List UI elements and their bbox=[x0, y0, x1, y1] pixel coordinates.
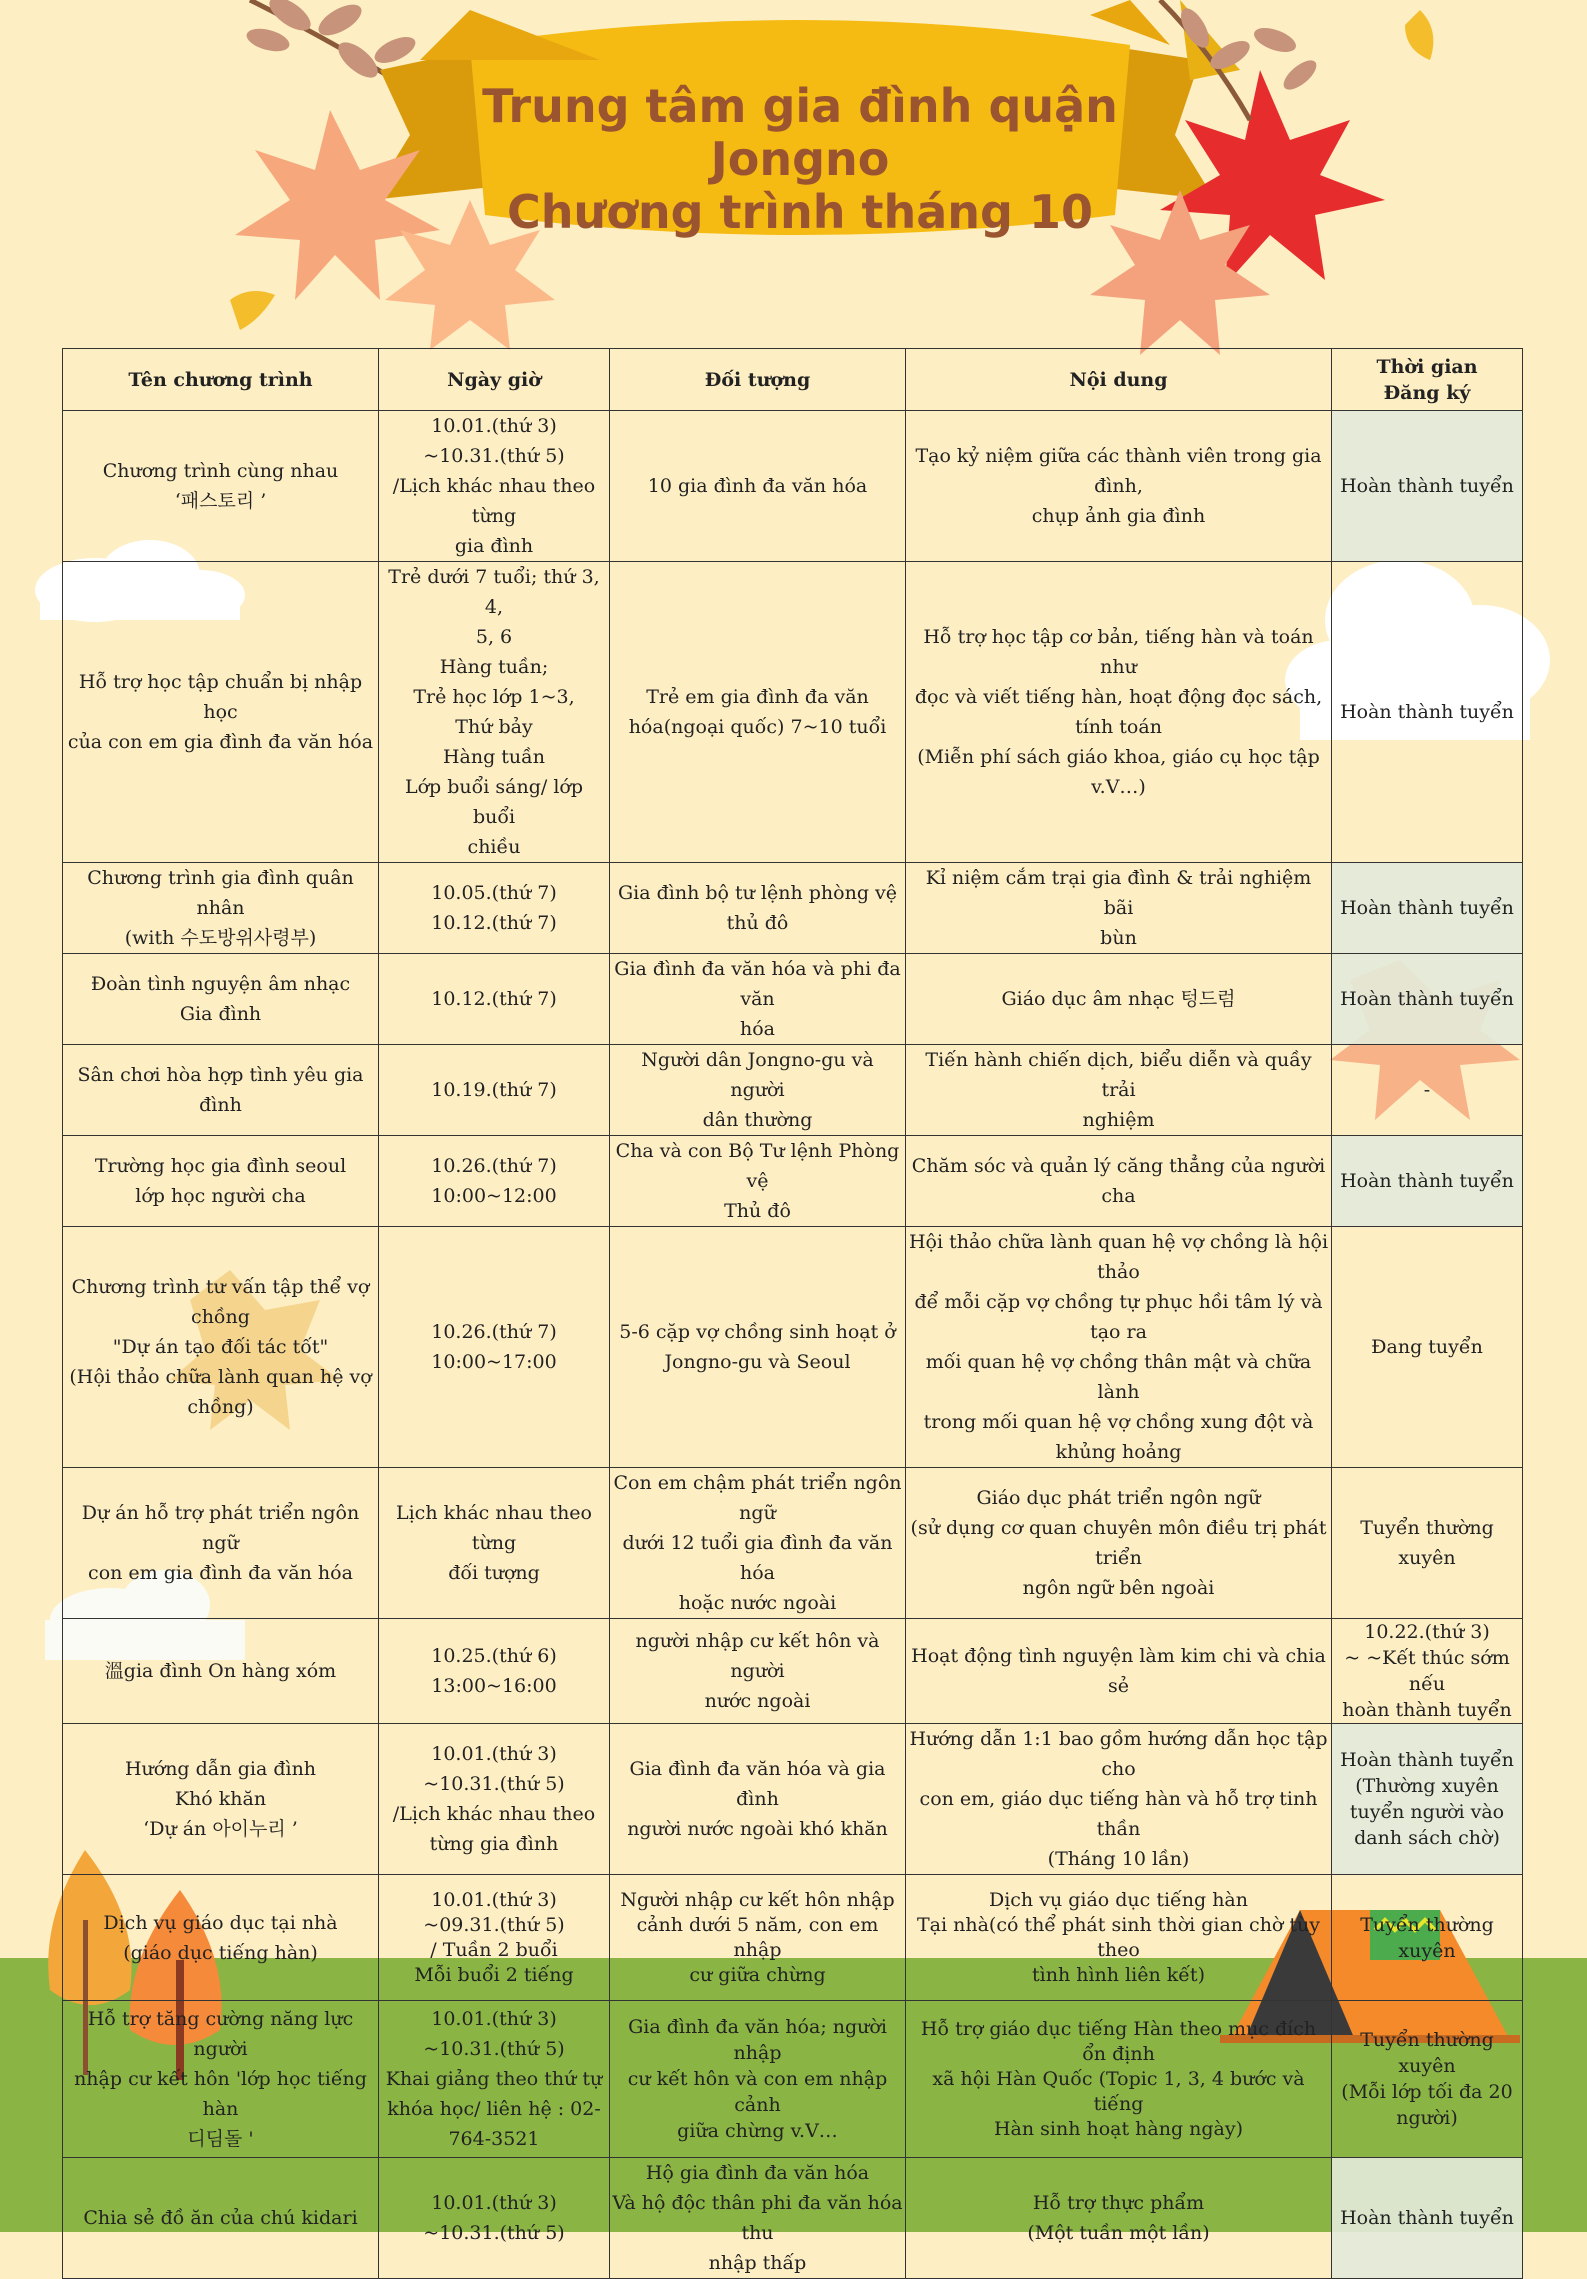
status-cell bbox=[1332, 2001, 1523, 2158]
cell-line: Mỗi buổi 2 tiếng bbox=[414, 1963, 574, 1986]
cell-line: Jongno-gu và Seoul bbox=[664, 1351, 851, 1373]
cell-line: Hướng dẫn gia đình bbox=[124, 1758, 317, 1780]
cell-line: Đang tuyển bbox=[1371, 1336, 1483, 1358]
cell-line: Tuyển thường bbox=[1360, 1913, 1494, 1936]
cell-line: người) bbox=[1396, 2107, 1458, 2129]
cell-line: Hộ gia đình đa văn hóa bbox=[645, 2162, 870, 2184]
cell-line: 764-3521 bbox=[448, 2128, 540, 2150]
cell-line: đọc và viết tiếng hàn, hoạt động đọc sách, bbox=[914, 686, 1323, 708]
table-row bbox=[63, 1875, 1523, 2001]
cell-line: hoặc nước ngoài bbox=[678, 1592, 837, 1614]
cell-line: Trẻ em gia đình đa văn bbox=[646, 686, 869, 708]
cell-line: Tên chương trình bbox=[128, 368, 313, 391]
cell-line: Dịch vụ giáo dục tiếng hàn bbox=[988, 1888, 1248, 1911]
program-name-cell bbox=[63, 954, 379, 1045]
cell-line: ~10.31.(thứ 5) bbox=[423, 1773, 565, 1795]
cell-line: Tuyển thường xuyên bbox=[1360, 1517, 1494, 1569]
cell-line: Gia đình đa văn hóa; người nhập bbox=[628, 2016, 887, 2064]
cell-line: ‘Dự án 아이누리 ’ bbox=[143, 1818, 298, 1840]
datetime-cell bbox=[379, 1227, 610, 1468]
program-schedule-table bbox=[62, 348, 1523, 2279]
cell-line: 10.25.(thứ 6) bbox=[431, 1645, 557, 1667]
cell-line: (sử dụng cơ quan chuyên môn điều trị phát triển bbox=[910, 1517, 1327, 1569]
program-name-cell bbox=[63, 863, 379, 954]
cell-line: khủng hoảng bbox=[1055, 1441, 1182, 1463]
cell-line: Hoàn thành tuyển bbox=[1340, 988, 1514, 1010]
cell-line: 10.26.(thứ 7) bbox=[431, 1321, 557, 1343]
cell-line: Ngày giờ bbox=[447, 368, 541, 391]
content-cell bbox=[906, 1468, 1332, 1619]
cell-line: cảnh dưới 5 năm, con em nhập bbox=[636, 1913, 879, 1961]
cell-line: cư giữa chừng bbox=[689, 1963, 826, 1986]
content-cell bbox=[906, 2001, 1332, 2158]
cell-line: Nội dung bbox=[1069, 368, 1168, 391]
table-row bbox=[63, 1045, 1523, 1136]
content-cell bbox=[906, 2158, 1332, 2279]
cell-line: khóa học/ liên hệ : 02- bbox=[387, 2098, 601, 2120]
table-row bbox=[63, 2001, 1523, 2158]
cell-line: Hoàn thành tuyển bbox=[1340, 701, 1514, 723]
status-cell bbox=[1332, 954, 1523, 1045]
cell-line: Trẻ học lớp 1~3, bbox=[413, 686, 575, 708]
cell-line: hóa bbox=[739, 1018, 775, 1040]
cell-line: Dịch vụ giáo dục tại nhà bbox=[103, 1911, 338, 1934]
cell-line: ~09.31.(thứ 5) bbox=[423, 1913, 565, 1936]
cell-line: cư kết hôn và con em nhập cảnh bbox=[627, 2068, 888, 2116]
cell-line: Trẻ dưới 7 tuổi; thứ 3, 4, bbox=[388, 566, 600, 618]
target-cell bbox=[610, 1045, 906, 1136]
cell-line: 10.12.(thứ 7) bbox=[431, 912, 557, 934]
datetime-cell bbox=[379, 562, 610, 863]
cell-line: Đăng ký bbox=[1383, 381, 1471, 404]
datetime-cell bbox=[379, 863, 610, 954]
cell-line: / Tuần 2 buổi bbox=[430, 1938, 558, 1961]
title-line-2: Jongno bbox=[710, 132, 890, 186]
table-row bbox=[63, 863, 1523, 954]
target-cell bbox=[610, 562, 906, 863]
cell-line: 5-6 cặp vợ chồng sinh hoạt ở bbox=[619, 1321, 896, 1343]
cell-line: Hướng dẫn 1:1 bao gồm hướng dẫn học tập cho bbox=[909, 1728, 1328, 1780]
cell-line: danh sách chờ) bbox=[1354, 1827, 1500, 1849]
table-row bbox=[63, 1136, 1523, 1227]
content-cell bbox=[906, 562, 1332, 863]
cell-line: nước ngoài bbox=[704, 1690, 811, 1712]
content-cell bbox=[906, 1227, 1332, 1468]
cell-line: hóa(ngoại quốc) 7~10 tuổi bbox=[628, 716, 887, 738]
table-row bbox=[63, 1724, 1523, 1875]
cell-line: 10.22.(thứ 3) bbox=[1364, 1621, 1490, 1643]
cell-line: ngôn ngữ bên ngoài bbox=[1022, 1577, 1215, 1599]
cell-line: bùn bbox=[1100, 927, 1137, 949]
program-name-cell bbox=[63, 562, 379, 863]
cell-line: v.V…) bbox=[1091, 776, 1146, 798]
program-name-cell bbox=[63, 1468, 379, 1619]
cell-line: Thủ đô bbox=[724, 1200, 791, 1222]
cell-line: Chăm sóc và quản lý căng thẳng của người cha bbox=[911, 1155, 1326, 1207]
cell-line: đối tượng bbox=[448, 1562, 540, 1584]
datetime-cell bbox=[379, 1619, 610, 1724]
target-cell bbox=[610, 1724, 906, 1875]
cell-line: Gia đình đa văn hóa và gia đình bbox=[629, 1758, 886, 1810]
status-cell bbox=[1332, 1724, 1523, 1875]
cell-line: ~10.31.(thứ 5) bbox=[423, 445, 565, 467]
page-title bbox=[480, 80, 1120, 239]
cell-line: gia đình bbox=[454, 535, 534, 557]
cell-line: giữa chừng v.V… bbox=[677, 2120, 838, 2142]
status-cell bbox=[1332, 1468, 1523, 1619]
target-cell bbox=[610, 1619, 906, 1724]
cell-line: Hỗ trợ học tập chuẩn bị nhập học bbox=[78, 671, 363, 723]
cell-line: Tiến hành chiến dịch, biểu diễn và quầy trải bbox=[925, 1049, 1312, 1101]
table-row bbox=[63, 2158, 1523, 2279]
cell-line: Hàng tuần; bbox=[439, 656, 549, 678]
header-content bbox=[906, 349, 1332, 411]
cell-line: Khó khăn bbox=[174, 1788, 267, 1810]
cell-line: người nhập cư kết hôn và người bbox=[635, 1630, 880, 1682]
table-row bbox=[63, 1227, 1523, 1468]
cell-line: nhập thấp bbox=[708, 2252, 807, 2274]
program-name-cell bbox=[63, 1045, 379, 1136]
cell-line: 溫gia đình On hàng xóm bbox=[104, 1660, 337, 1682]
cell-line: (Thường xuyên bbox=[1355, 1775, 1499, 1797]
cell-line: Hoàn thành tuyển bbox=[1340, 1170, 1514, 1192]
cell-line: Giáo dục âm nhạc 텅드럼 bbox=[1001, 988, 1236, 1010]
cell-line: Hỗ trợ thực phẩm bbox=[1032, 2192, 1205, 2214]
cell-line: (Miễn phí sách giáo khoa, giáo cụ học tập bbox=[917, 746, 1320, 768]
target-cell bbox=[610, 2158, 906, 2279]
table-row bbox=[63, 411, 1523, 562]
cell-line: mối quan hệ vợ chồng thân mật và chữa lành bbox=[925, 1351, 1312, 1403]
cell-line: /Lịch khác nhau theo từng bbox=[392, 475, 596, 527]
cell-line: (Tháng 10 lần) bbox=[1047, 1848, 1190, 1870]
cell-line: Hàng tuần bbox=[442, 746, 546, 768]
cell-line: Hỗ trợ tăng cường năng lực người bbox=[87, 2008, 354, 2060]
table-row bbox=[63, 1619, 1523, 1724]
cell-line: con em, giáo dục tiếng hàn và hỗ trợ tinh thần bbox=[919, 1788, 1318, 1840]
status-cell bbox=[1332, 863, 1523, 954]
cell-line: 10.01.(thứ 3) bbox=[431, 415, 557, 437]
datetime-cell bbox=[379, 1875, 610, 2001]
cell-line: ~ ~Kết thúc sớm nếu bbox=[1344, 1647, 1510, 1695]
table-row bbox=[63, 562, 1523, 863]
cell-line: Chương trình gia đình quân nhân bbox=[87, 867, 354, 919]
cell-line: Gia đình đa văn hóa và phi đa văn bbox=[614, 958, 901, 1010]
content-cell bbox=[906, 863, 1332, 954]
cell-line: của con em gia đình đa văn hóa bbox=[67, 731, 374, 753]
target-cell bbox=[610, 2001, 906, 2158]
cell-line: ‘패스토리 ’ bbox=[174, 490, 267, 512]
cell-line: Đoàn tình nguyện âm nhạc bbox=[90, 973, 351, 995]
status-cell bbox=[1332, 1619, 1523, 1724]
cell-line: tình hình liên kết) bbox=[1032, 1963, 1205, 1986]
cell-line: Hỗ trợ học tập cơ bản, tiếng hàn và toán như bbox=[923, 626, 1314, 678]
datetime-cell bbox=[379, 411, 610, 562]
cell-line: Gia đình bbox=[179, 1003, 262, 1025]
cell-line: 10.12.(thứ 7) bbox=[431, 988, 557, 1010]
content-cell bbox=[906, 1136, 1332, 1227]
content-cell bbox=[906, 1619, 1332, 1724]
status-cell bbox=[1332, 1227, 1523, 1468]
cell-line: 13:00~16:00 bbox=[431, 1675, 557, 1697]
datetime-cell bbox=[379, 1724, 610, 1875]
cell-line: dưới 12 tuổi gia đình đa văn hóa bbox=[622, 1532, 893, 1584]
cell-line: Thứ bảy bbox=[455, 716, 533, 738]
cell-line: trong mối quan hệ vợ chồng xung đột và bbox=[923, 1411, 1314, 1433]
cell-line: 10:00~17:00 bbox=[431, 1351, 557, 1373]
cell-line: 5, 6 bbox=[475, 626, 513, 648]
cell-line: 10.05.(thứ 7) bbox=[431, 882, 557, 904]
cell-line: Sân chơi hòa hợp tình yêu gia đình bbox=[77, 1064, 364, 1116]
cell-line: chồng) bbox=[187, 1396, 254, 1418]
cell-line: "Dự án tạo đối tác tốt" bbox=[112, 1336, 329, 1358]
cell-line: Chia sẻ đồ ăn của chú kidari bbox=[83, 2207, 358, 2229]
content-cell bbox=[906, 1875, 1332, 2001]
cell-line: dân thường bbox=[702, 1109, 813, 1131]
target-cell bbox=[610, 1875, 906, 2001]
program-name-cell bbox=[63, 2001, 379, 2158]
status-cell bbox=[1332, 2158, 1523, 2279]
cell-line: 디딤돌 ' bbox=[187, 2128, 254, 2150]
cell-line: xã hội Hàn Quốc (Topic 1, 3, 4 bước và tiếng bbox=[932, 2067, 1305, 2115]
cell-line: nghiệm bbox=[1082, 1109, 1155, 1131]
title-line-1: Trung tâm gia đình quận bbox=[482, 79, 1118, 133]
cell-line: con em gia đình đa văn hóa bbox=[88, 1562, 353, 1584]
datetime-cell bbox=[379, 954, 610, 1045]
program-name-cell bbox=[63, 1136, 379, 1227]
program-name-cell bbox=[63, 1619, 379, 1724]
content-cell bbox=[906, 954, 1332, 1045]
cell-line: Dự án hỗ trợ phát triển ngôn ngữ bbox=[81, 1502, 360, 1554]
cell-line: ~10.31.(thứ 5) bbox=[423, 2038, 565, 2060]
cell-line: chiều bbox=[467, 836, 521, 858]
cell-line: Khai giảng theo thứ tự bbox=[385, 2068, 603, 2090]
program-name-cell bbox=[63, 1875, 379, 2001]
content-cell bbox=[906, 1724, 1332, 1875]
cell-line: (with 수도방위사령부) bbox=[124, 927, 317, 949]
status-cell bbox=[1332, 1045, 1523, 1136]
table-row bbox=[63, 1468, 1523, 1619]
cell-line: hoàn thành tuyển bbox=[1342, 1699, 1512, 1721]
datetime-cell bbox=[379, 2001, 610, 2158]
cell-line: Hoạt động tình nguyện làm kim chi và chia sẻ bbox=[911, 1645, 1326, 1697]
cell-line: Chương trình cùng nhau bbox=[102, 460, 339, 482]
target-cell bbox=[610, 1227, 906, 1468]
cell-line: (giáo dục tiếng hàn) bbox=[123, 1941, 318, 1964]
cell-line: Người nhập cư kết hôn nhập bbox=[620, 1888, 895, 1911]
cell-line: 10.01.(thứ 3) bbox=[431, 1888, 557, 1911]
cell-line: Chương trình tư vấn tập thể vợ bbox=[71, 1276, 370, 1298]
cell-line: Và hộ độc thân phi đa văn hóa thu bbox=[612, 2192, 903, 2244]
cell-line: Tại nhà(có thể phát sinh thời gian chờ tùy theo bbox=[916, 1913, 1321, 1961]
cell-line: để mỗi cặp vợ chồng tự phục hồi tâm lý và tạo ra bbox=[914, 1291, 1323, 1343]
cell-line: Tạo kỷ niệm giữa các thành viên trong gia đình, bbox=[915, 445, 1322, 497]
status-cell bbox=[1332, 562, 1523, 863]
cell-line: Hoàn thành tuyển bbox=[1340, 897, 1514, 919]
cell-line: (Mỗi lớp tối đa 20 bbox=[1341, 2081, 1513, 2103]
header-registration bbox=[1332, 349, 1523, 411]
status-cell bbox=[1332, 411, 1523, 562]
cell-line: Lịch khác nhau theo từng bbox=[395, 1502, 592, 1554]
target-cell bbox=[610, 954, 906, 1045]
content-cell bbox=[906, 1045, 1332, 1136]
cell-line: 10.01.(thứ 3) bbox=[431, 2008, 557, 2030]
cell-line: Trường học gia đình seoul bbox=[94, 1155, 347, 1177]
header-datetime bbox=[379, 349, 610, 411]
header-target bbox=[610, 349, 906, 411]
cell-line: (Một tuần một lần) bbox=[1027, 2222, 1210, 2244]
cell-line: nhập cư kết hôn 'lớp học tiếng hàn bbox=[74, 2068, 367, 2120]
cell-line: Lớp buổi sáng/ lớp buổi bbox=[405, 776, 583, 828]
cell-line: tuyển người vào bbox=[1349, 1801, 1505, 1823]
cell-line: (Hội thảo chữa lành quan hệ vợ bbox=[69, 1366, 372, 1388]
cell-line: Hoàn thành tuyển bbox=[1340, 2207, 1514, 2229]
cell-line: Hoàn thành tuyển bbox=[1340, 1749, 1514, 1771]
cell-line: Hàn sinh hoạt hàng ngày) bbox=[993, 2117, 1244, 2140]
cell-line: Kỉ niệm cắm trại gia đình & trải nghiệm bãi bbox=[925, 867, 1312, 919]
cell-line: 10.26.(thứ 7) bbox=[431, 1155, 557, 1177]
cell-line: Giáo dục phát triển ngôn ngữ bbox=[976, 1487, 1261, 1509]
cell-line: - bbox=[1423, 1079, 1431, 1101]
program-name-cell bbox=[63, 1227, 379, 1468]
cell-line: /Lịch khác nhau theo bbox=[392, 1803, 596, 1825]
program-name-cell bbox=[63, 2158, 379, 2279]
content-cell bbox=[906, 411, 1332, 562]
cell-line: 10.01.(thứ 3) bbox=[431, 1743, 557, 1765]
cell-line: Hoàn thành tuyển bbox=[1340, 475, 1514, 497]
cell-line: tính toán bbox=[1075, 716, 1162, 738]
table-header-row bbox=[63, 349, 1523, 411]
datetime-cell bbox=[379, 1136, 610, 1227]
cell-line: Hội thảo chữa lành quan hệ vợ chồng là hội thảo bbox=[908, 1231, 1329, 1283]
cell-line: từng gia đình bbox=[429, 1833, 559, 1855]
cell-line: chụp ảnh gia đình bbox=[1031, 505, 1206, 527]
cell-line: người nước ngoài khó khăn bbox=[627, 1818, 888, 1840]
title-line-3: Chương trình tháng 10 bbox=[507, 185, 1093, 239]
program-name-cell bbox=[63, 411, 379, 562]
cell-line: Gia đình bộ tư lệnh phòng vệ bbox=[617, 882, 898, 904]
table-row bbox=[63, 954, 1523, 1045]
cell-line: Con em chậm phát triển ngôn ngữ bbox=[613, 1472, 902, 1524]
cell-line: Hỗ trợ giáo dục tiếng Hàn theo mục đích ổn định bbox=[920, 2017, 1317, 2065]
cell-line: Thời gian bbox=[1376, 355, 1478, 378]
target-cell bbox=[610, 1468, 906, 1619]
status-cell bbox=[1332, 1136, 1523, 1227]
cell-line: chồng bbox=[191, 1306, 250, 1328]
status-cell bbox=[1332, 1875, 1523, 2001]
cell-line: thủ đô bbox=[726, 912, 789, 934]
datetime-cell bbox=[379, 1045, 610, 1136]
cell-line: 10:00~12:00 bbox=[431, 1185, 557, 1207]
target-cell bbox=[610, 1136, 906, 1227]
cell-line: 10.19.(thứ 7) bbox=[431, 1079, 557, 1101]
cell-line: xuyên bbox=[1398, 1939, 1456, 1962]
cell-line: 10.01.(thứ 3) bbox=[431, 2192, 557, 2214]
cell-line: Đối tượng bbox=[704, 368, 811, 391]
program-name-cell bbox=[63, 1724, 379, 1875]
cell-line: Người dân Jongno-gu và người bbox=[641, 1049, 874, 1101]
target-cell bbox=[610, 863, 906, 954]
cell-line: Tuyển thường xuyên bbox=[1360, 2029, 1494, 2077]
cell-line: 10 gia đình đa văn hóa bbox=[647, 475, 868, 497]
datetime-cell bbox=[379, 2158, 610, 2279]
datetime-cell bbox=[379, 1468, 610, 1619]
header-program-name bbox=[63, 349, 379, 411]
cell-line: ~10.31.(thứ 5) bbox=[423, 2222, 565, 2244]
cell-line: Cha và con Bộ Tư lệnh Phòng vệ bbox=[615, 1140, 900, 1192]
cell-line: lớp học người cha bbox=[135, 1185, 306, 1207]
target-cell bbox=[610, 411, 906, 562]
